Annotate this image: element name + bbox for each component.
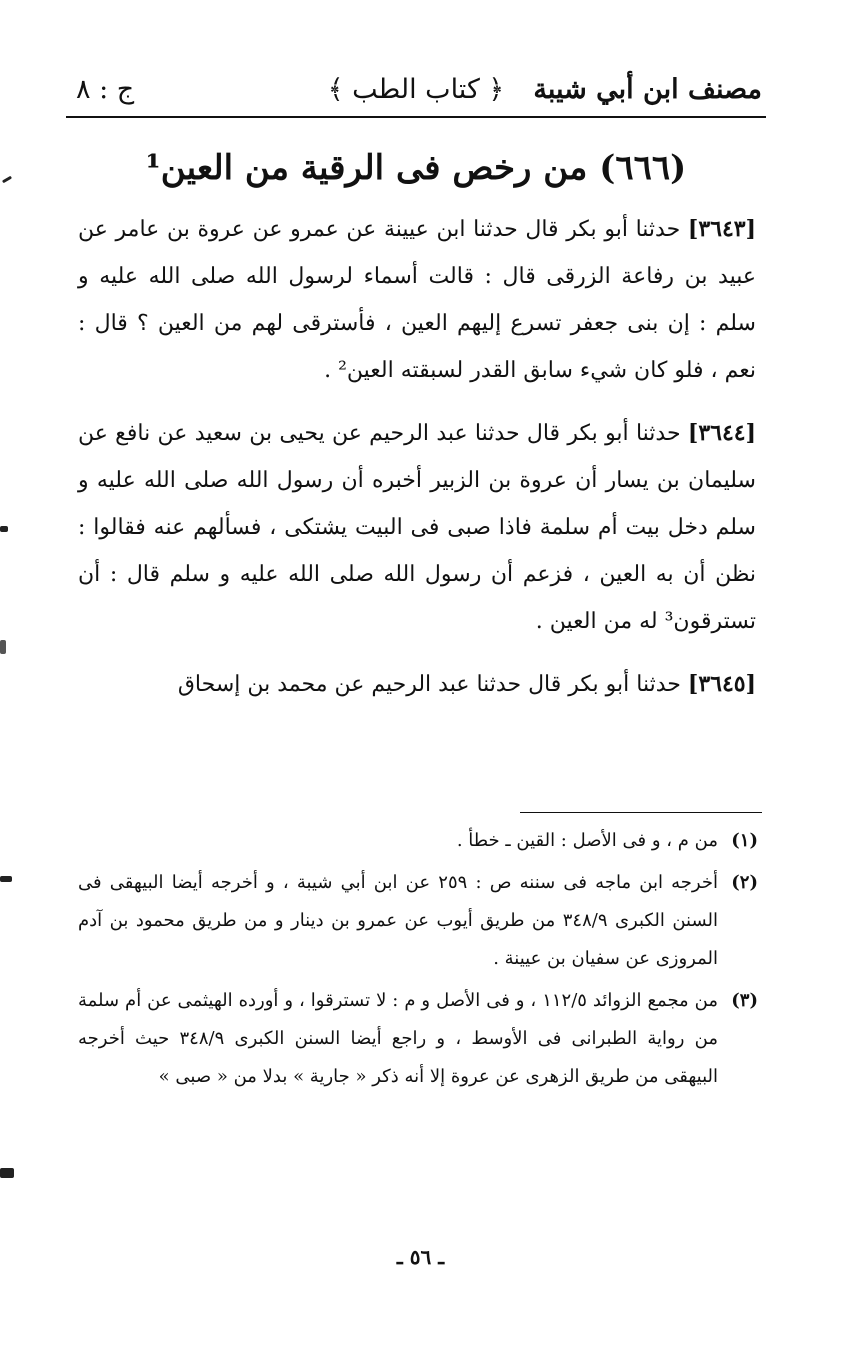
header-rule	[66, 116, 766, 118]
footnote-number: (١)	[731, 830, 758, 851]
hadith-text: حدثنا أبو بكر قال حدثنا عبد الرحيم عن يحيى بن سعيد عن نافع عن سليمان بن يسار أن عروة بن الزبير أخبره أن رسول الله صلى الله عليه و سلم دخل بيت أم سلمة فاذا صبى فى البيت يشتكى ، فسألهم عنه فقالوا : نظن أن به العين ، فزعم أن رسول الله صلى الله عليه و سلم قال : أن تسترقون³ له من العين .	[78, 421, 756, 634]
scan-speck	[0, 1168, 14, 1178]
footnote-number: (٢)	[731, 872, 758, 893]
scan-speck	[0, 640, 6, 654]
volume-number: ج : ٨	[76, 74, 135, 105]
footnote-text: أخرجه ابن ماجه فى سننه ص : ٢٥٩ عن ابن أبي شيبة ، و أخرجه أيضا البيهقى فى السنن الكبرى ٣٤٨/٩ من طريق أيوب عن عمرو بن دينار و من طريق محمود بن آدم المروزى عن سفيان بن عيينة .	[78, 872, 718, 969]
hadith-text: حدثنا أبو بكر قال حدثنا عبد الرحيم عن محمد بن إسحاق	[177, 672, 681, 697]
chapter-title: (٦٦٦) من رخص فى الرقية من العين¹	[145, 148, 687, 188]
book-title: مصنف ابن أبي شيبة	[533, 74, 762, 105]
section-title: ﴿ كتاب الطب ﴾	[327, 74, 505, 105]
footnote-text: من م ، و فى الأصل : القين ـ خطأ .	[456, 830, 718, 851]
scan-speck	[2, 176, 12, 184]
hadith-number: [٣٦٤٣]	[687, 216, 756, 242]
footnote	[78, 822, 758, 860]
main-text	[78, 206, 756, 724]
page-number: ـ ٥٦ ـ	[396, 1245, 445, 1269]
scan-speck	[0, 876, 12, 882]
running-header	[66, 66, 766, 114]
hadith-paragraph	[78, 410, 756, 645]
footnotes	[78, 822, 758, 1100]
hadith-number: [٣٦٤٥]	[687, 671, 756, 697]
hadith-paragraph	[78, 206, 756, 394]
footnote	[78, 982, 758, 1096]
hadith-text: حدثنا أبو بكر قال حدثنا ابن عيينة عن عمرو عن عروة بن عامر عن عبيد بن رفاعة الزرقى قال : قالت أسماء لرسول الله صلى الله عليه و سلم : إن بنى جعفر تسرع إليهم العين ، فأسترقى لهم من العين ؟ قال : نعم ، فلو كان شيء سابق القدر لسبقته العين² .	[78, 217, 756, 383]
footnote-rule	[520, 812, 762, 813]
hadith-paragraph	[78, 661, 756, 708]
scan-speck	[0, 526, 8, 532]
footnote	[78, 864, 758, 978]
footnote-text: من مجمع الزوائد ١١٢/٥ ، و فى الأصل و م : لا تسترقوا ، و أورده الهيثمى عن أم سلمة من رواية الطبرانى فى الأوسط ، و راجع أيضا السنن الكبرى ٣٤٨/٩ حيث أخرجه البيهقى من طريق الزهرى عن عروة إلا أنه ذكر « جارية » بدلا من « صبى »	[78, 990, 719, 1087]
hadith-number: [٣٦٤٤]	[687, 420, 757, 446]
footnote-number: (٣)	[731, 990, 758, 1011]
